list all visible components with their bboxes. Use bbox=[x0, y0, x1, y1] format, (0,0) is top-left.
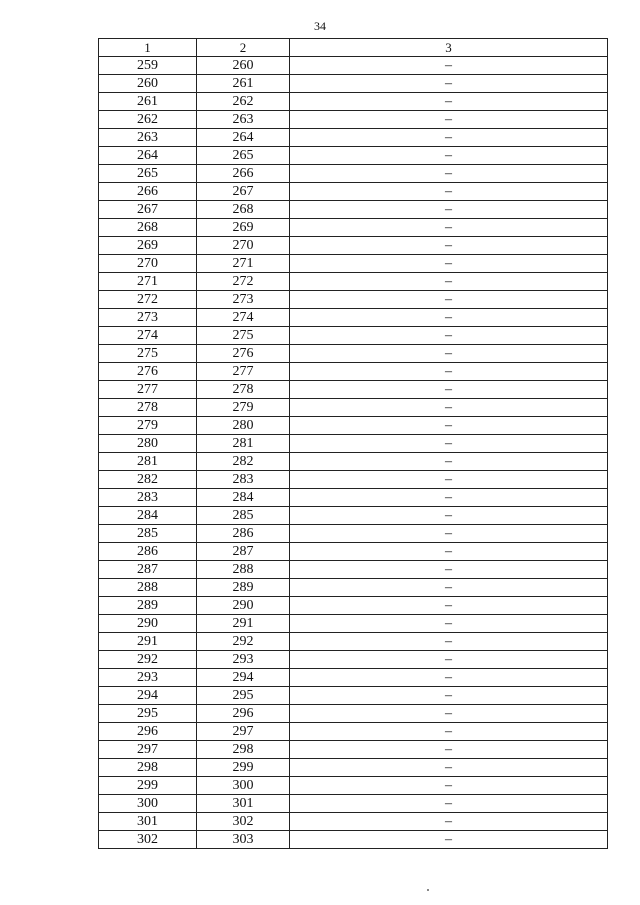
table-body bbox=[99, 57, 608, 849]
table-cell-col-3: – bbox=[290, 75, 608, 93]
table-row bbox=[99, 165, 608, 183]
table-cell-col-2: 260 bbox=[197, 57, 290, 75]
table-cell-col-2: 291 bbox=[197, 615, 290, 633]
table-cell-col-3: – bbox=[290, 723, 608, 741]
table-cell-col-3: – bbox=[290, 309, 608, 327]
table-cell-col-3: – bbox=[290, 327, 608, 345]
table-cell-col-3: – bbox=[290, 237, 608, 255]
table-cell-col-1: 278 bbox=[99, 399, 197, 417]
table-row bbox=[99, 345, 608, 363]
table-cell-col-3: – bbox=[290, 669, 608, 687]
table-row bbox=[99, 597, 608, 615]
table-cell-col-2: 287 bbox=[197, 543, 290, 561]
table-cell-col-1: 301 bbox=[99, 813, 197, 831]
table-cell-col-2: 295 bbox=[197, 687, 290, 705]
table-cell-col-2: 275 bbox=[197, 327, 290, 345]
table-cell-col-2: 281 bbox=[197, 435, 290, 453]
scan-speck bbox=[427, 889, 429, 891]
table-row bbox=[99, 489, 608, 507]
table-cell-col-3: – bbox=[290, 381, 608, 399]
table-cell-col-2: 296 bbox=[197, 705, 290, 723]
table-row bbox=[99, 777, 608, 795]
table-cell-col-1: 260 bbox=[99, 75, 197, 93]
table-header-row bbox=[99, 39, 608, 57]
table-cell-col-2: 268 bbox=[197, 201, 290, 219]
table-cell-col-1: 266 bbox=[99, 183, 197, 201]
table-cell-col-3: – bbox=[290, 507, 608, 525]
table-cell-col-3: – bbox=[290, 399, 608, 417]
table-cell-col-2: 262 bbox=[197, 93, 290, 111]
column-header-1: 1 bbox=[99, 39, 197, 57]
table-cell-col-3: – bbox=[290, 273, 608, 291]
table-cell-col-1: 283 bbox=[99, 489, 197, 507]
table-cell-col-2: 270 bbox=[197, 237, 290, 255]
table-row bbox=[99, 399, 608, 417]
table-row bbox=[99, 381, 608, 399]
table-cell-col-3: – bbox=[290, 651, 608, 669]
table-row bbox=[99, 759, 608, 777]
table-cell-col-1: 268 bbox=[99, 219, 197, 237]
table-cell-col-1: 279 bbox=[99, 417, 197, 435]
table-cell-col-1: 294 bbox=[99, 687, 197, 705]
table-cell-col-3: – bbox=[290, 687, 608, 705]
table-cell-col-1: 292 bbox=[99, 651, 197, 669]
table-cell-col-3: – bbox=[290, 435, 608, 453]
table-cell-col-1: 284 bbox=[99, 507, 197, 525]
table-cell-col-3: – bbox=[290, 759, 608, 777]
table-cell-col-1: 286 bbox=[99, 543, 197, 561]
table-cell-col-3: – bbox=[290, 345, 608, 363]
table-cell-col-2: 263 bbox=[197, 111, 290, 129]
table-row bbox=[99, 453, 608, 471]
table-cell-col-2: 265 bbox=[197, 147, 290, 165]
table-cell-col-3: – bbox=[290, 633, 608, 651]
table-cell-col-3: – bbox=[290, 147, 608, 165]
table-row bbox=[99, 111, 608, 129]
table-cell-col-3: – bbox=[290, 615, 608, 633]
table-row bbox=[99, 237, 608, 255]
table-row bbox=[99, 273, 608, 291]
table-cell-col-1: 269 bbox=[99, 237, 197, 255]
table-row bbox=[99, 561, 608, 579]
table-cell-col-2: 297 bbox=[197, 723, 290, 741]
table-cell-col-2: 290 bbox=[197, 597, 290, 615]
table-row bbox=[99, 129, 608, 147]
table-cell-col-2: 276 bbox=[197, 345, 290, 363]
table-row bbox=[99, 615, 608, 633]
table-cell-col-3: – bbox=[290, 93, 608, 111]
table-row bbox=[99, 525, 608, 543]
table-row bbox=[99, 57, 608, 75]
table-cell-col-1: 261 bbox=[99, 93, 197, 111]
table-cell-col-3: – bbox=[290, 489, 608, 507]
table-cell-col-2: 271 bbox=[197, 255, 290, 273]
table-cell-col-2: 279 bbox=[197, 399, 290, 417]
table-row bbox=[99, 291, 608, 309]
column-header-2: 2 bbox=[197, 39, 290, 57]
table-row bbox=[99, 507, 608, 525]
table-cell-col-2: 264 bbox=[197, 129, 290, 147]
table-row bbox=[99, 309, 608, 327]
table-cell-col-2: 294 bbox=[197, 669, 290, 687]
table-row bbox=[99, 93, 608, 111]
table-row bbox=[99, 183, 608, 201]
table-cell-col-3: – bbox=[290, 363, 608, 381]
table-cell-col-1: 281 bbox=[99, 453, 197, 471]
table-cell-col-3: – bbox=[290, 831, 608, 849]
table-cell-col-1: 289 bbox=[99, 597, 197, 615]
table-cell-col-3: – bbox=[290, 543, 608, 561]
table-row bbox=[99, 363, 608, 381]
table-cell-col-2: 299 bbox=[197, 759, 290, 777]
table-cell-col-2: 285 bbox=[197, 507, 290, 525]
table-cell-col-2: 273 bbox=[197, 291, 290, 309]
table-cell-col-3: – bbox=[290, 183, 608, 201]
table-cell-col-2: 303 bbox=[197, 831, 290, 849]
table-row bbox=[99, 417, 608, 435]
table-cell-col-1: 299 bbox=[99, 777, 197, 795]
table-cell-col-3: – bbox=[290, 777, 608, 795]
table-cell-col-3: – bbox=[290, 255, 608, 273]
table-cell-col-1: 259 bbox=[99, 57, 197, 75]
table-cell-col-3: – bbox=[290, 597, 608, 615]
table-cell-col-2: 292 bbox=[197, 633, 290, 651]
table-row bbox=[99, 795, 608, 813]
table-cell-col-1: 277 bbox=[99, 381, 197, 399]
table-row bbox=[99, 435, 608, 453]
table-row bbox=[99, 579, 608, 597]
table-cell-col-3: – bbox=[290, 453, 608, 471]
table-cell-col-2: 288 bbox=[197, 561, 290, 579]
table-cell-col-3: – bbox=[290, 741, 608, 759]
table-row bbox=[99, 201, 608, 219]
table-cell-col-2: 301 bbox=[197, 795, 290, 813]
table-cell-col-1: 290 bbox=[99, 615, 197, 633]
table-row bbox=[99, 651, 608, 669]
table-cell-col-1: 274 bbox=[99, 327, 197, 345]
table-cell-col-1: 287 bbox=[99, 561, 197, 579]
column-header-3: 3 bbox=[290, 39, 608, 57]
table-cell-col-1: 276 bbox=[99, 363, 197, 381]
table-row bbox=[99, 813, 608, 831]
table-row bbox=[99, 723, 608, 741]
table-cell-col-3: – bbox=[290, 417, 608, 435]
table-cell-col-1: 272 bbox=[99, 291, 197, 309]
table-cell-col-3: – bbox=[290, 201, 608, 219]
table-cell-col-2: 286 bbox=[197, 525, 290, 543]
table-cell-col-2: 267 bbox=[197, 183, 290, 201]
table-cell-col-3: – bbox=[290, 111, 608, 129]
table-cell-col-1: 282 bbox=[99, 471, 197, 489]
table-cell-col-2: 293 bbox=[197, 651, 290, 669]
table-row bbox=[99, 543, 608, 561]
table-cell-col-2: 282 bbox=[197, 453, 290, 471]
table-cell-col-1: 296 bbox=[99, 723, 197, 741]
table-cell-col-3: – bbox=[290, 471, 608, 489]
table-cell-col-1: 297 bbox=[99, 741, 197, 759]
table-row bbox=[99, 255, 608, 273]
table-cell-col-1: 288 bbox=[99, 579, 197, 597]
table-cell-col-1: 275 bbox=[99, 345, 197, 363]
table-cell-col-1: 262 bbox=[99, 111, 197, 129]
table-cell-col-3: – bbox=[290, 525, 608, 543]
table-cell-col-1: 302 bbox=[99, 831, 197, 849]
table-row bbox=[99, 327, 608, 345]
table-cell-col-2: 300 bbox=[197, 777, 290, 795]
table-cell-col-3: – bbox=[290, 129, 608, 147]
table-cell-col-2: 298 bbox=[197, 741, 290, 759]
table-cell-col-1: 295 bbox=[99, 705, 197, 723]
table-cell-col-3: – bbox=[290, 579, 608, 597]
table-cell-col-3: – bbox=[290, 291, 608, 309]
table-row bbox=[99, 471, 608, 489]
table-cell-col-2: 284 bbox=[197, 489, 290, 507]
page-number: 34 bbox=[314, 19, 326, 33]
table-cell-col-1: 263 bbox=[99, 129, 197, 147]
table-cell-col-3: – bbox=[290, 561, 608, 579]
table-cell-col-2: 272 bbox=[197, 273, 290, 291]
data-table bbox=[98, 38, 608, 849]
table-row bbox=[99, 741, 608, 759]
table-row bbox=[99, 669, 608, 687]
table-cell-col-1: 267 bbox=[99, 201, 197, 219]
table-cell-col-1: 264 bbox=[99, 147, 197, 165]
table-cell-col-3: – bbox=[290, 813, 608, 831]
table-cell-col-3: – bbox=[290, 795, 608, 813]
table-row bbox=[99, 705, 608, 723]
table-cell-col-1: 265 bbox=[99, 165, 197, 183]
table-row bbox=[99, 219, 608, 237]
table-cell-col-1: 291 bbox=[99, 633, 197, 651]
table-row bbox=[99, 831, 608, 849]
table-cell-col-1: 298 bbox=[99, 759, 197, 777]
table-cell-col-1: 280 bbox=[99, 435, 197, 453]
table-row bbox=[99, 633, 608, 651]
table-cell-col-1: 270 bbox=[99, 255, 197, 273]
table-cell-col-1: 293 bbox=[99, 669, 197, 687]
table-cell-col-2: 269 bbox=[197, 219, 290, 237]
table-cell-col-1: 300 bbox=[99, 795, 197, 813]
table-cell-col-2: 274 bbox=[197, 309, 290, 327]
table-cell-col-3: – bbox=[290, 705, 608, 723]
table-cell-col-1: 285 bbox=[99, 525, 197, 543]
table-cell-col-3: – bbox=[290, 57, 608, 75]
table-cell-col-2: 278 bbox=[197, 381, 290, 399]
table-cell-col-1: 271 bbox=[99, 273, 197, 291]
table-cell-col-2: 277 bbox=[197, 363, 290, 381]
table-cell-col-3: – bbox=[290, 165, 608, 183]
table-cell-col-2: 283 bbox=[197, 471, 290, 489]
table-cell-col-3: – bbox=[290, 219, 608, 237]
table-cell-col-2: 280 bbox=[197, 417, 290, 435]
table-cell-col-2: 302 bbox=[197, 813, 290, 831]
table-cell-col-2: 261 bbox=[197, 75, 290, 93]
table-row bbox=[99, 147, 608, 165]
table-row bbox=[99, 687, 608, 705]
table-cell-col-1: 273 bbox=[99, 309, 197, 327]
table-row bbox=[99, 75, 608, 93]
table-cell-col-2: 289 bbox=[197, 579, 290, 597]
table-cell-col-2: 266 bbox=[197, 165, 290, 183]
